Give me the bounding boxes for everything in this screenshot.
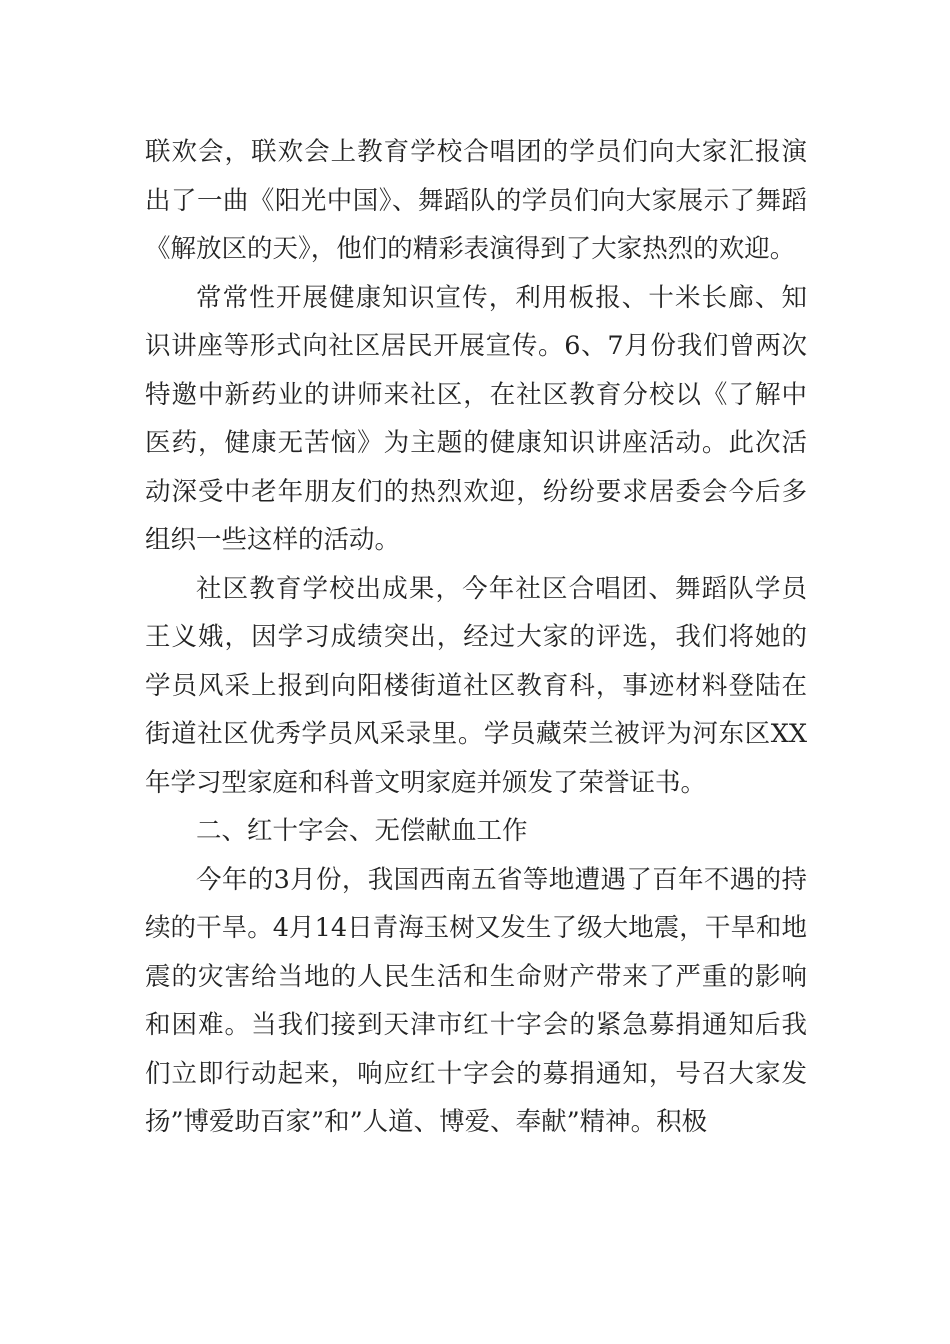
paragraph-2: 常常性开展健康知识宣传，利用板报、十米长廊、知识讲座等形式向社区居民开展宣传。6、7月份我们曾两次特邀中新药业的讲师来社区，在社区教育分校以《了解中医药，健康无苦恼》为主题的健康知识讲座活动。此次活动深受中老年朋友们的热烈欢迎，纷纷要求居委会今后多组织一些这样的活动。 — [145, 282, 807, 555]
paragraph-3: 社区教育学校出成果，今年社区合唱团、舞蹈队学员王义娥，因学习成绩突出，经过大家的评选，我们将她的学员风采上报到向阳楼街道社区教育科，事迹材料登陆在街道社区优秀学员风采录里。学员藏荣兰被评为河东区XX年学习型家庭和科普文明家庭并颁发了荣誉证书。 — [145, 573, 807, 798]
section-heading: 二、红十字会、无偿献血工作 — [196, 816, 528, 846]
paragraph-5: 今年的3月份，我国西南五省等地遭遇了百年不遇的持续的干旱。4月14日青海玉树又发生了级大地震，干旱和地震的灾害给当地的人民生活和生命财产带来了严重的影响和困难。当我们接到天津市红十字会的紧急募捐通知后我们立即行动起来，响应红十字会的募捐通知，号召大家发扬”博爱助百家”和”人道、博爱、奉献”精神。积极 — [145, 864, 807, 1137]
paragraph-1: 联欢会，联欢会上教育学校合唱团的学员们向大家汇报演出了一曲《阳光中国》、舞蹈队的学员们向大家展示了舞蹈《解放区的天》，他们的精彩表演得到了大家热烈的欢迎。 — [145, 137, 807, 264]
document-body — [145, 128, 807, 1147]
